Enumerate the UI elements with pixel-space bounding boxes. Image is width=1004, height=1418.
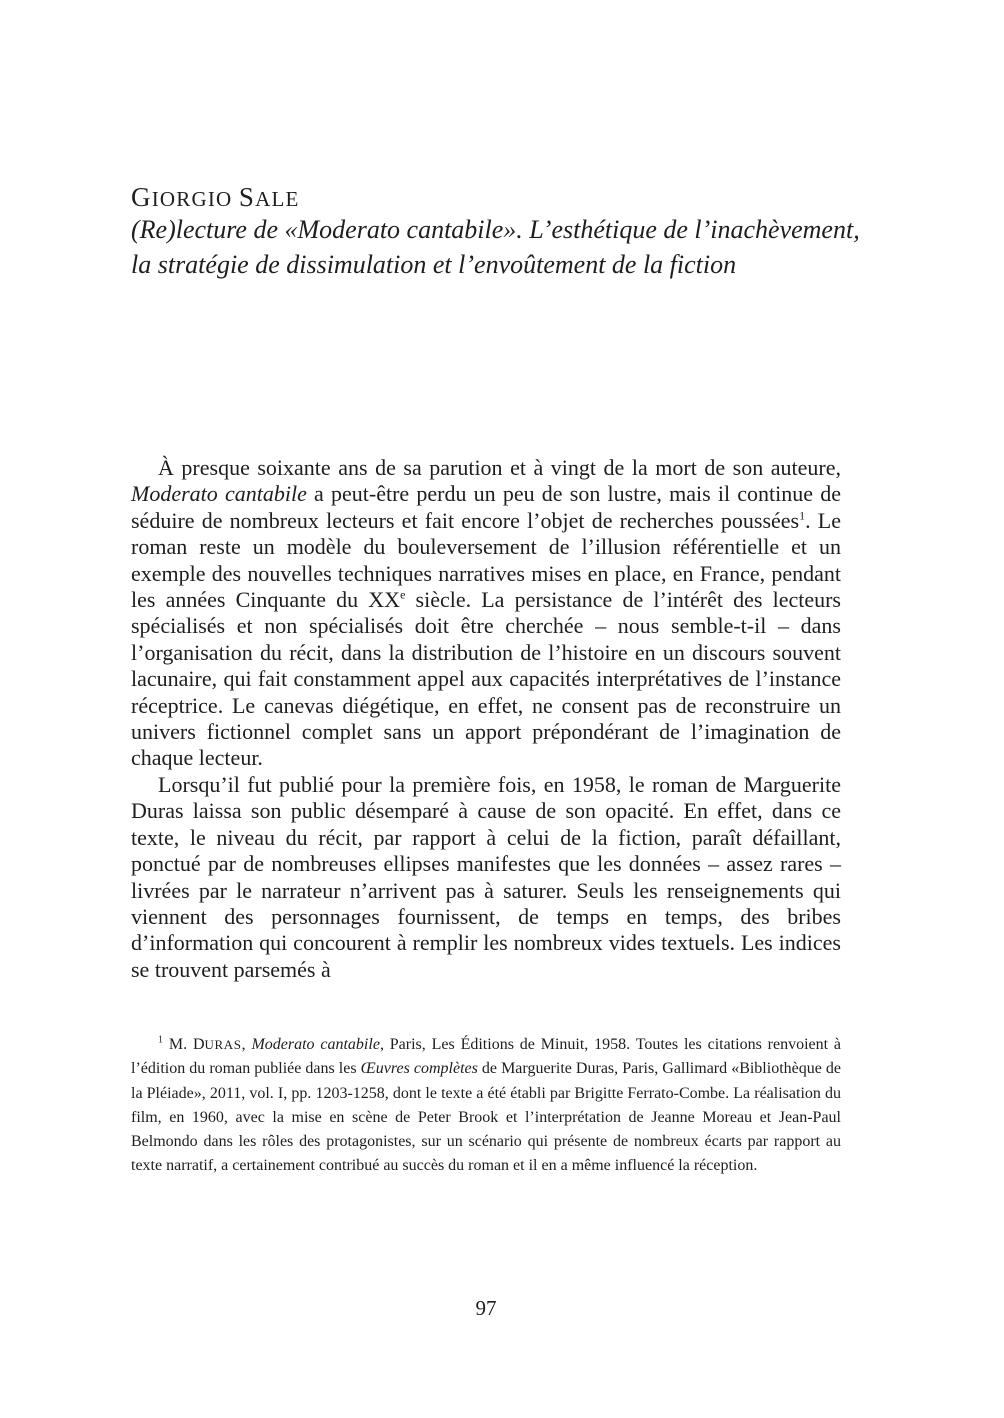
article-body — [131, 455, 841, 983]
body-paragraph-2: Lorsqu’il fut publié pour la première fois, en 1958, le roman de Marguerite Duras laissa son public désemparé à cause de son opacité. En effet, dans ce texte, le niveau du récit, par rapport à celui de la fiction, paraît défaillant, ponctué par de nombreuses ellipses manifestes que les données – assez rares – livrées par le narrateur n’arrivent pas à saturer. Seuls les renseignements qui viennent des personnages fournissent, de temps en temps, des bribes d’information qui concourent à remplir les nombreux vides textuels. Les indices se trouvent parsemés à — [131, 771, 841, 982]
page-number: 97 — [475, 1296, 497, 1320]
footnote-1: $^1$ M. DURAS, Moderato cantabile, Paris, Les Éditions de Minuit, 1958. Toutes les citations renvoient à l’édition du roman publiée dans les Œuvres complètes de Marguerite Duras, Paris, Gallimard «Bibliothèque de la Pléiade», 2011, vol. I, pp. 1203-1258, dont le texte a été établi par Brigitte Ferrato-Combe. La réalisation du film, en 1960, avec la mise en scène de Peter Brook et l’interprétation de Jeanne Moreau et Jean-Paul Belmondo dans les rôles des protagonistes, sur un scénario qui présente de nombreux écarts par rapport au texte narratif, a certainement contribué au succès du roman et il en a même influencé la réception. — [131, 1034, 842, 1175]
footnote-reference[interactable]: 1 — [799, 508, 806, 523]
author-name: GIORGIO SALE — [131, 182, 300, 212]
body-paragraph-1: À presque soixante ans de sa parution et à vingt de la mort de son auteure, Moderato cantabile a peut-être perdu un peu de son lustre, mais il continue de séduire de nombreux lecteurs et fait encore l’objet de recherches poussées$^1$. Le roman reste un modèle du bouleversement de l’illusion référentielle et un exemple des nouvelles techniques narratives mises en place, en France, pendant les années Cinquante du XXe siècle. La persistance de l’intérêt des lecteurs spécialisés et non spécialisés doit être cherchée – nous semble-t-il – dans l’organisation du récit, dans la distribution de l’histoire en un discours souvent lacunaire, qui fait constamment appel aux capacités interprétatives de l’instance réceptrice. Le canevas diégétique, en effet, ne consent pas de reconstruire un univers fictionnel complet sans un apport prépondérant de l’imagination de chaque lecteur. — [131, 455, 841, 771]
article-title: (Re)lecture de «Moderato cantabile». L’esthétique de l’inachèvement, la stratégie de dissimulation et l’envoûtement de la fiction — [131, 215, 860, 279]
